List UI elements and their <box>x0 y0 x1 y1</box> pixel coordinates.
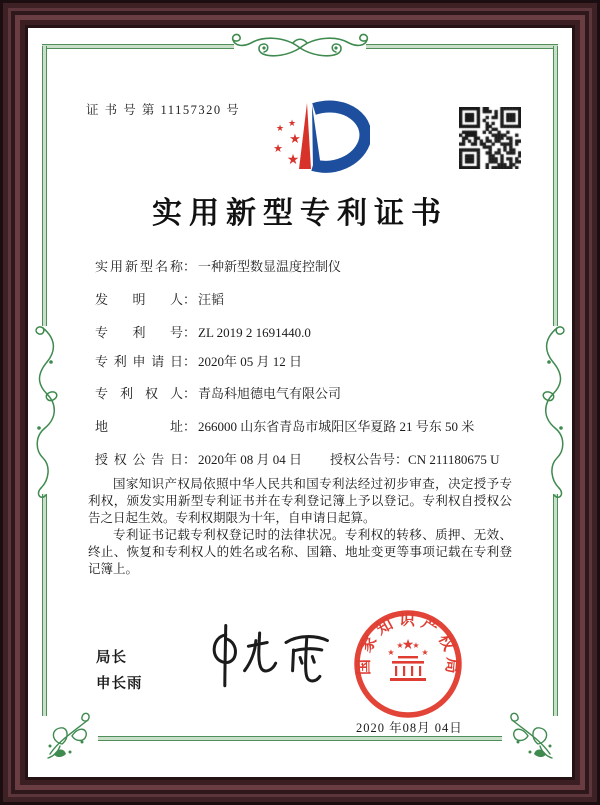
grant-number-group: 授权公告号：CN 211180675 U <box>330 452 500 467</box>
border-left-line-top <box>42 46 47 326</box>
field-value: 2020年 08 月 04 日 <box>198 452 303 467</box>
svg-text:★: ★ <box>287 118 297 128</box>
field-row-name: 实用新型名称： 一种新型数显温度控制仪 <box>95 256 341 275</box>
field-label: 授权公告号 <box>330 452 396 467</box>
svg-text:★: ★ <box>273 143 283 155</box>
field-value: 汪韬 <box>198 292 225 307</box>
seal-date: 2020 年08月 04日 <box>356 721 463 735</box>
border-top-line-left <box>42 44 234 49</box>
field-row-inventor: 发明人： 汪韬 <box>95 289 224 308</box>
svg-text:★: ★ <box>275 123 285 133</box>
field-label: 地址 <box>95 419 183 434</box>
field-label: 发明人 <box>95 292 183 307</box>
svg-text:★: ★ <box>401 638 415 653</box>
border-right-line-top <box>553 46 558 326</box>
qr-code-icon <box>459 107 521 169</box>
field-value: 青岛科旭德电气有限公司 <box>198 386 342 401</box>
svg-text:★: ★ <box>412 641 420 650</box>
border-bottom-line <box>98 736 502 741</box>
legal-paragraph-1: 国家知识产权局依照中华人民共和国专利法经过初步审查，决定授予专利权，颁发实用新型专利证书并在专利登记簿上予以登记。专利权自授权公告之日起生效。专利权期限为十年，自申请日起算。 <box>88 477 512 525</box>
svg-text:★: ★ <box>421 648 429 657</box>
certificate-title: 实用新型专利证书 <box>152 197 448 230</box>
bottom-left-floral-ornament <box>42 708 96 762</box>
svg-text:★: ★ <box>289 131 301 146</box>
seal-emblem <box>387 638 428 681</box>
border-left-line-bottom <box>42 494 47 716</box>
svg-text:★: ★ <box>387 648 395 657</box>
field-row-filing-date: 专利申请日： 2020年 05 月 12 日 <box>95 351 302 370</box>
field-value: 2020年 05 月 12 日 <box>198 354 303 369</box>
field-value: 一种新型数显温度控制仪 <box>198 259 342 274</box>
top-flourish-ornament <box>225 28 375 64</box>
legal-text <box>88 476 512 578</box>
field-label: 专利权人 <box>95 386 183 401</box>
field-value: ZL 2019 2 1691440.0 <box>198 325 311 340</box>
svg-text:★: ★ <box>286 153 300 168</box>
field-label: 实用新型名称 <box>95 259 183 274</box>
field-row-patentee: 专利权人： 青岛科旭德电气有限公司 <box>95 383 341 402</box>
field-label: 授权公告日 <box>95 452 183 467</box>
certificate-number: 证 书 号 第 11157320 号 <box>86 103 241 117</box>
field-label: 专利申请日 <box>95 354 183 369</box>
field-row-patent-number: 专利号： ZL 2019 2 1691440.0 <box>95 322 311 341</box>
legal-paragraph-2: 专利证书记载专利权登记时的法律状况。专利权的转移、质押、无效、终止、恢复和专利权人的姓名或名称、国籍、地址变更等事项记载在专利登记簿上。 <box>88 528 512 576</box>
field-label: 专利号 <box>95 325 183 340</box>
signer-title: 局长 <box>96 650 127 666</box>
field-row-grant: 授权公告日： 2020年 08 月 04 日 授权公告号：CN 211180675 U <box>95 449 535 468</box>
right-scroll-ornament <box>537 322 573 498</box>
cnipa-seal-icon <box>343 599 473 729</box>
field-value: CN 211180675 U <box>408 452 500 467</box>
field-value: 266000 山东省青岛市城阳区华夏路 21 号东 50 米 <box>198 419 475 434</box>
border-top-line-right <box>366 44 558 49</box>
bottom-right-floral-ornament <box>504 708 558 762</box>
svg-text:★: ★ <box>396 641 404 650</box>
handwritten-signature-icon <box>195 618 345 698</box>
cnipa-logo-icon <box>250 95 370 183</box>
seal-text: 国家知识产权局 <box>355 611 461 680</box>
field-row-address: 地址： 266000 山东省青岛市城阳区华夏路 21 号东 50 米 <box>95 416 474 435</box>
border-right-line-bottom <box>553 494 558 716</box>
left-scroll-ornament <box>27 322 63 498</box>
signer-name: 申长雨 <box>96 676 143 692</box>
